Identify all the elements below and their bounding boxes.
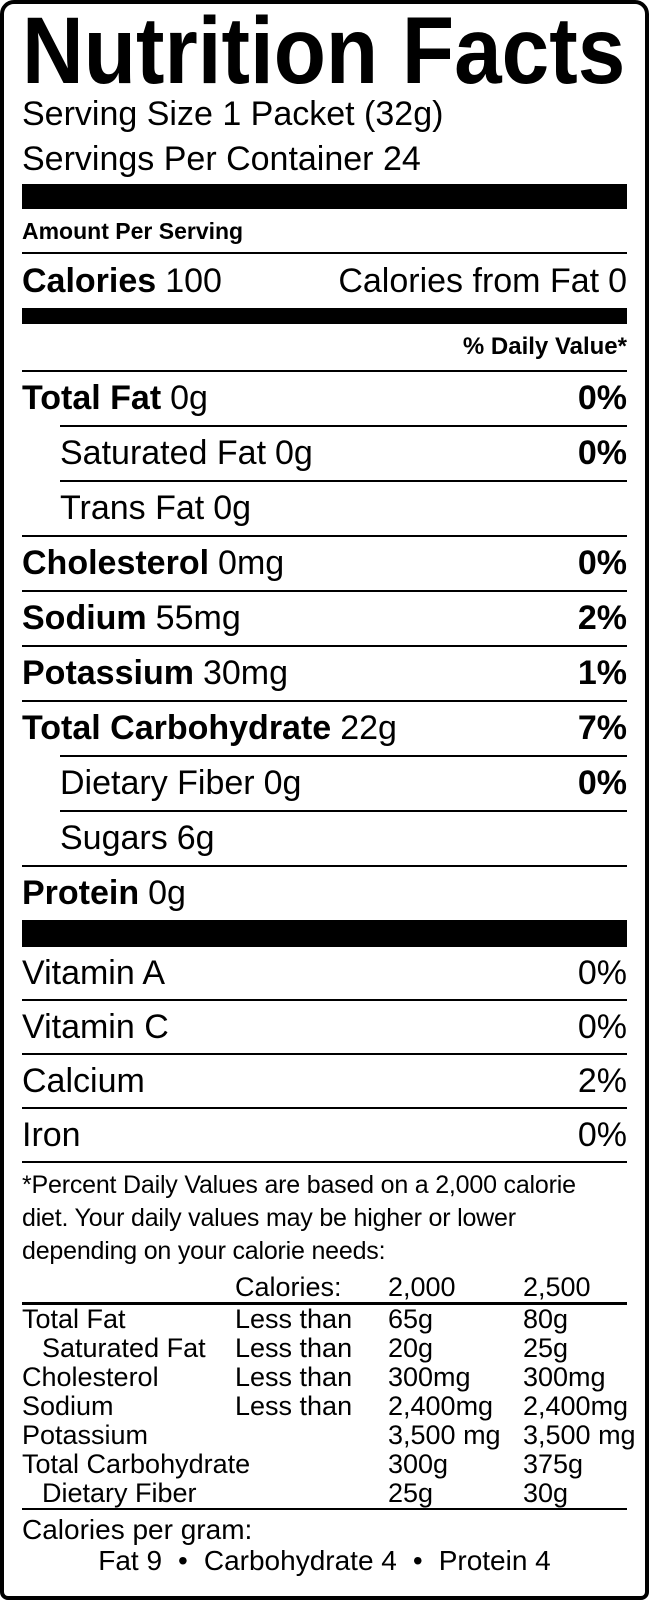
fn-row-qualifier: Less than (235, 1333, 353, 1363)
daily-value: 2% (577, 599, 627, 637)
calories-label: Calories (22, 261, 157, 300)
fn-row-value-2500: 2,400mg (523, 1391, 629, 1421)
amount-per-serving-label: Amount Per Serving (22, 218, 244, 244)
fn-row-qualifier (235, 1421, 388, 1450)
nutrient-row-total-carbohydrate (22, 702, 627, 755)
nutrient-name: Total Fat (22, 379, 162, 417)
calories-from-fat (338, 262, 627, 301)
servings-per-container: Servings Per Container 24 (22, 140, 421, 178)
fn-row-name: Total Fat (22, 1304, 126, 1334)
daily-value: 2% (577, 1061, 627, 1100)
fn-table-row (22, 1479, 627, 1508)
cpg-fat: Fat 9 (98, 1545, 163, 1576)
serving-size: Serving Size 1 Packet (32g) (22, 95, 444, 133)
nutrient-name: Cholesterol (22, 544, 210, 582)
nutrient-row-sugars (22, 812, 627, 865)
nutrient-name: Sugars (60, 819, 168, 857)
fn-row-qualifier: Less than (235, 1391, 353, 1421)
fn-row-value-2500: 80g (523, 1304, 569, 1334)
daily-value: 0% (577, 434, 627, 472)
fn-row-value-2500: 375g (523, 1449, 584, 1479)
nutrient-amount: 0g (170, 379, 208, 417)
vitamin-name: Vitamin C (22, 1007, 169, 1046)
calories-from-fat-value: 0 (608, 261, 627, 300)
calories (22, 262, 222, 301)
nutrient (22, 709, 397, 748)
fn-row-value-2000: 25g (388, 1478, 434, 1508)
fn-header-calories-label: Calories: (235, 1272, 342, 1302)
vitamin-name: Vitamin A (22, 953, 166, 992)
fn-row-qualifier (235, 1479, 388, 1508)
daily-value: 0% (577, 953, 627, 992)
fn-row-value-2000: 3,500 mg (388, 1420, 501, 1450)
fn-row-value-2500: 30g (523, 1478, 569, 1508)
nutrient-name: Dietary Fiber (60, 764, 255, 802)
nutrient (60, 819, 215, 858)
fn-table-header (22, 1268, 627, 1302)
daily-value: 0% (577, 764, 627, 802)
thick-separator-bar (22, 184, 627, 209)
daily-value: 0% (577, 379, 627, 417)
nutrient-row-dietary-fiber (22, 757, 627, 810)
nutrient (60, 434, 313, 473)
fn-row-value-2000: 65g (388, 1304, 434, 1334)
nutrient-amount: 6g (176, 819, 215, 857)
fn-row-qualifier: Less than (235, 1304, 353, 1334)
fn-table-row (22, 1420, 636, 1450)
nutrient-name: Sodium (22, 599, 147, 637)
fn-header-col-2000: 2,000 (388, 1272, 456, 1302)
calories-row (22, 254, 627, 308)
fn-table-row (22, 1334, 627, 1363)
nutrient (22, 544, 284, 583)
calories-per-gram-label: Calories per gram: (22, 1514, 253, 1545)
nutrient-amount: 0g (213, 489, 252, 527)
nutrient-name: Total Carbohydrate (22, 709, 332, 747)
nutrient (22, 599, 241, 638)
fn-table-row (22, 1392, 627, 1421)
bullet-separator: • (178, 1545, 188, 1576)
nutrient-amount: 0g (148, 874, 186, 912)
daily-value: 7% (577, 709, 627, 747)
nutrient-amount: 0g (275, 434, 313, 472)
fn-table-row (22, 1305, 627, 1334)
bullet-separator: • (412, 1545, 423, 1576)
fn-row-value-2500: 300mg (523, 1362, 606, 1392)
nutrient-name: Protein (22, 874, 140, 912)
fn-table-row (22, 1363, 627, 1392)
fn-row-qualifier (235, 1450, 388, 1479)
cpg-protein: Protein 4 (438, 1545, 551, 1576)
cpg-carbohydrate: Carbohydrate 4 (203, 1545, 397, 1576)
vitamin-row-vitamin-c (22, 1001, 627, 1053)
fn-row-value-2000: 300mg (388, 1362, 471, 1392)
nutrient-row-sodium (22, 592, 627, 645)
calories-per-gram-values (22, 1545, 627, 1576)
nutrient-row-trans-fat (22, 482, 627, 535)
daily-value-header: % Daily Value* (462, 333, 627, 360)
nutrient-amount: 0g (263, 764, 302, 802)
calories-value: 100 (165, 261, 222, 300)
nutrient-row-total-fat (22, 372, 627, 425)
vitamin-row-iron (22, 1109, 627, 1161)
label-title: Nutrition Facts (22, 0, 626, 104)
vitamin-name: Calcium (22, 1061, 145, 1100)
nutrient-name: Trans Fat (60, 489, 205, 527)
daily-value: 0% (577, 1115, 627, 1154)
vitamin-row-calcium (22, 1055, 627, 1107)
nutrient-row-potassium (22, 647, 627, 700)
fn-row-name: Potassium (22, 1420, 149, 1450)
fn-row-value-2500: 3,500 mg (523, 1420, 636, 1450)
daily-value: 1% (577, 654, 627, 692)
nutrient-amount: 22g (340, 709, 397, 747)
nutrient (60, 489, 251, 528)
fn-row-qualifier: Less than (235, 1362, 353, 1392)
nutrient-row-cholesterol (22, 537, 627, 590)
daily-value: 0% (577, 544, 627, 582)
fn-row-name: Total Carbohydrate (22, 1449, 251, 1479)
thick-separator-bar (22, 920, 627, 947)
nutrient-name: Potassium (22, 654, 194, 692)
nutrient-amount: 55mg (155, 599, 241, 637)
nutrient-row-protein (22, 867, 627, 920)
nutrient (60, 764, 301, 803)
fn-table-row (22, 1450, 627, 1479)
fn-row-name: Sodium (22, 1391, 114, 1421)
fn-row-name: Saturated Fat (42, 1333, 206, 1363)
fn-row-value-2000: 20g (388, 1333, 434, 1363)
nutrient-name: Saturated Fat (60, 434, 267, 472)
nutrient-amount: 0mg (218, 544, 285, 582)
fn-row-value-2000: 2,400mg (388, 1391, 494, 1421)
fn-row-value-2000: 300g (388, 1449, 449, 1479)
vitamin-row-vitamin-a (22, 947, 627, 999)
fn-row-name: Dietary Fiber (42, 1478, 197, 1508)
footnote-text: *Percent Daily Values are based on a 2,000 calorie diet. Your daily values may be higher or lower depending on your calorie needs: (22, 1171, 576, 1265)
nutrient (22, 654, 288, 693)
fn-row-name: Cholesterol (22, 1362, 159, 1392)
thick-separator-bar (22, 308, 627, 324)
fn-row-value-2500: 25g (523, 1333, 569, 1363)
daily-value: 0% (577, 1007, 627, 1046)
nutrient-row-saturated-fat (22, 427, 627, 480)
fn-header-col-2500: 2,500 (523, 1272, 591, 1302)
vitamin-name: Iron (22, 1115, 81, 1154)
calories-from-fat-label: Calories from Fat (338, 261, 600, 300)
nutrient (22, 874, 186, 913)
nutrient-amount: 30mg (202, 654, 289, 692)
nutrient (22, 379, 208, 418)
